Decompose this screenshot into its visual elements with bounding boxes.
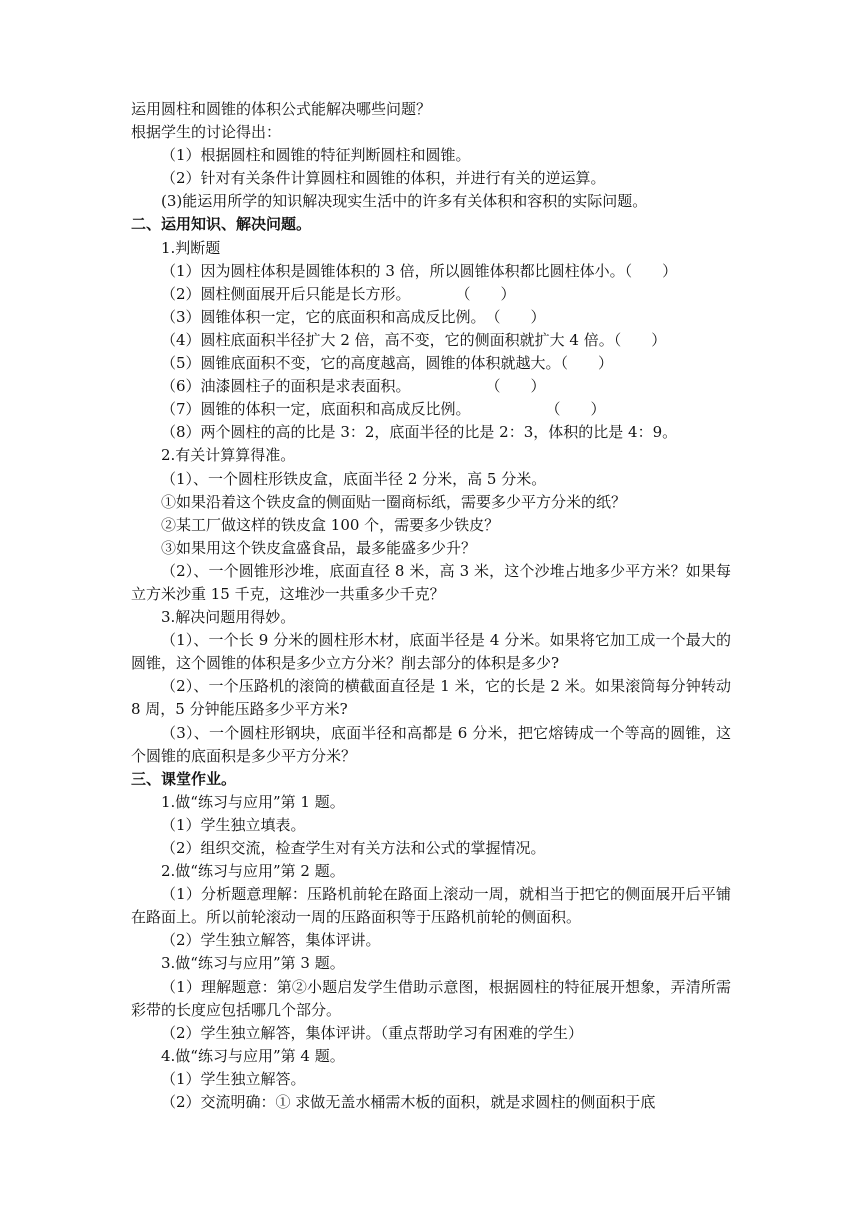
section-heading: 二、运用知识、解决问题。 — [131, 215, 312, 234]
text-line: （2）学生独立解答，集体评讲。（重点帮助学习有困难的学生） — [161, 1023, 584, 1042]
text-line: （8）两个圆柱的高的比是 3：2，底面半径的比是 2：3，体积的比是 4：9。 — [161, 423, 678, 442]
text-line: 1.判断题 — [161, 238, 221, 257]
text-line: 4.做“练习与应用”第 4 题。 — [161, 1046, 345, 1065]
text-line: ②某工厂做这样的铁皮盒 100 个，需要多少铁皮？ — [161, 515, 500, 534]
text-line: （1）根据圆柱和圆锥的特征判断圆柱和圆锥。 — [161, 146, 471, 165]
text-line: 1.做“练习与应用”第 1 题。 — [161, 792, 345, 811]
text-line: （1）学生独立填表。 — [161, 815, 306, 834]
text-line: （2）针对有关条件计算圆柱和圆锥的体积，并进行有关的逆运算。 — [161, 169, 606, 188]
text-line: （2）圆柱侧面展开后只能是长方形。 （ ） — [161, 284, 516, 303]
text-line: （1）学生独立解答。 — [161, 1069, 306, 1088]
section-heading: 三、课堂作业。 — [131, 769, 237, 788]
text-line: （2）、一个圆锥形沙堆，底面直径 8 米，高 3 米，这个沙堆占地多少平方米？如果每立方米沙重 15 千克，这堆沙一共重多少千克？ — [131, 561, 731, 603]
text-line: （1）理解题意：第②小题启发学生借助示意图，根据圆柱的特征展开想象，弄清所需彩带的长度应包括哪几个部分。 — [131, 977, 731, 1019]
text-line: （4）圆柱底面积半径扩大 2 倍，高不变，它的侧面积就扩大 4 倍。（ ） — [161, 330, 667, 349]
text-line: （5）圆锥底面积不变，它的高度越高，圆锥的体积就越大。（ ） — [161, 354, 614, 373]
text-line: （7）圆锥的体积一定，底面积和高成反比例。 （ ） — [161, 400, 606, 419]
text-line: (3)能运用所学的知识解决现实生活中的许多有关体积和容积的实际问题。 — [161, 192, 648, 211]
text-line: 2.有关计算算得准。 — [161, 446, 296, 465]
text-line: （1）分析题意理解：压路机前轮在路面上滚动一周，就相当于把它的侧面展开后平铺在路面上。所以前轮滚动一周的压路面积等于压路机前轮的侧面积。 — [131, 885, 731, 927]
text-line: （2）、一个压路机的滚筒的横截面直径是 1 米，它的长是 2 米。如果滚筒每分钟转动 8 周，5 分钟能压路多少平方米? — [131, 677, 731, 719]
text-line: （1）、一个长 9 分米的圆柱形木材，底面半径是 4 分米。如果将它加工成一个最大的圆锥，这个圆锥的体积是多少立方分米？削去部分的体积是多少? — [131, 631, 731, 673]
text-line: 运用圆柱和圆锥的体积公式能解决哪些问题？ — [131, 100, 432, 118]
text-line: （2）交流明确：① 求做无盖水桶需木板的面积，就是求圆柱的侧面积于底 — [161, 1093, 656, 1112]
text-line: 根据学生的讨论得出： — [131, 123, 282, 142]
text-line: ③如果用这个铁皮盒盛食品，最多能盛多少升？ — [161, 538, 477, 557]
text-line: 3.解决问题用得妙。 — [161, 608, 296, 627]
text-line: （1）因为圆柱体积是圆锥体积的 3 倍，所以圆锥体积都比圆柱体小。（ ） — [161, 261, 678, 280]
text-line: 3.做“练习与应用”第 3 题。 — [161, 954, 345, 973]
text-line: ①如果沿着这个铁皮盒的侧面贴一圈商标纸，需要多少平方分米的纸？ — [161, 492, 627, 511]
text-line: （1）、一个圆柱形铁皮盒，底面半径 2 分米，高 5 分米。 — [161, 469, 547, 488]
text-line: （3）圆锥体积一定，它的底面积和高成反比例。 （ ） — [161, 307, 546, 326]
text-line: 2.做“练习与应用”第 2 题。 — [161, 862, 345, 881]
text-line: （6）油漆圆柱子的面积是求表面积。 （ ） — [161, 377, 546, 396]
text-line: （2）组织交流，检查学生对有关方法和公式的掌握情况。 — [161, 839, 546, 857]
document-body — [131, 98, 731, 1114]
text-line: （2）学生独立解答，集体评讲。 — [161, 931, 381, 950]
text-line: （3）、一个圆柱形钢块，底面半径和高都是 6 分米，把它熔铸成一个等高的圆锥，这个圆锥的底面积是多少平方分米？ — [131, 723, 731, 765]
